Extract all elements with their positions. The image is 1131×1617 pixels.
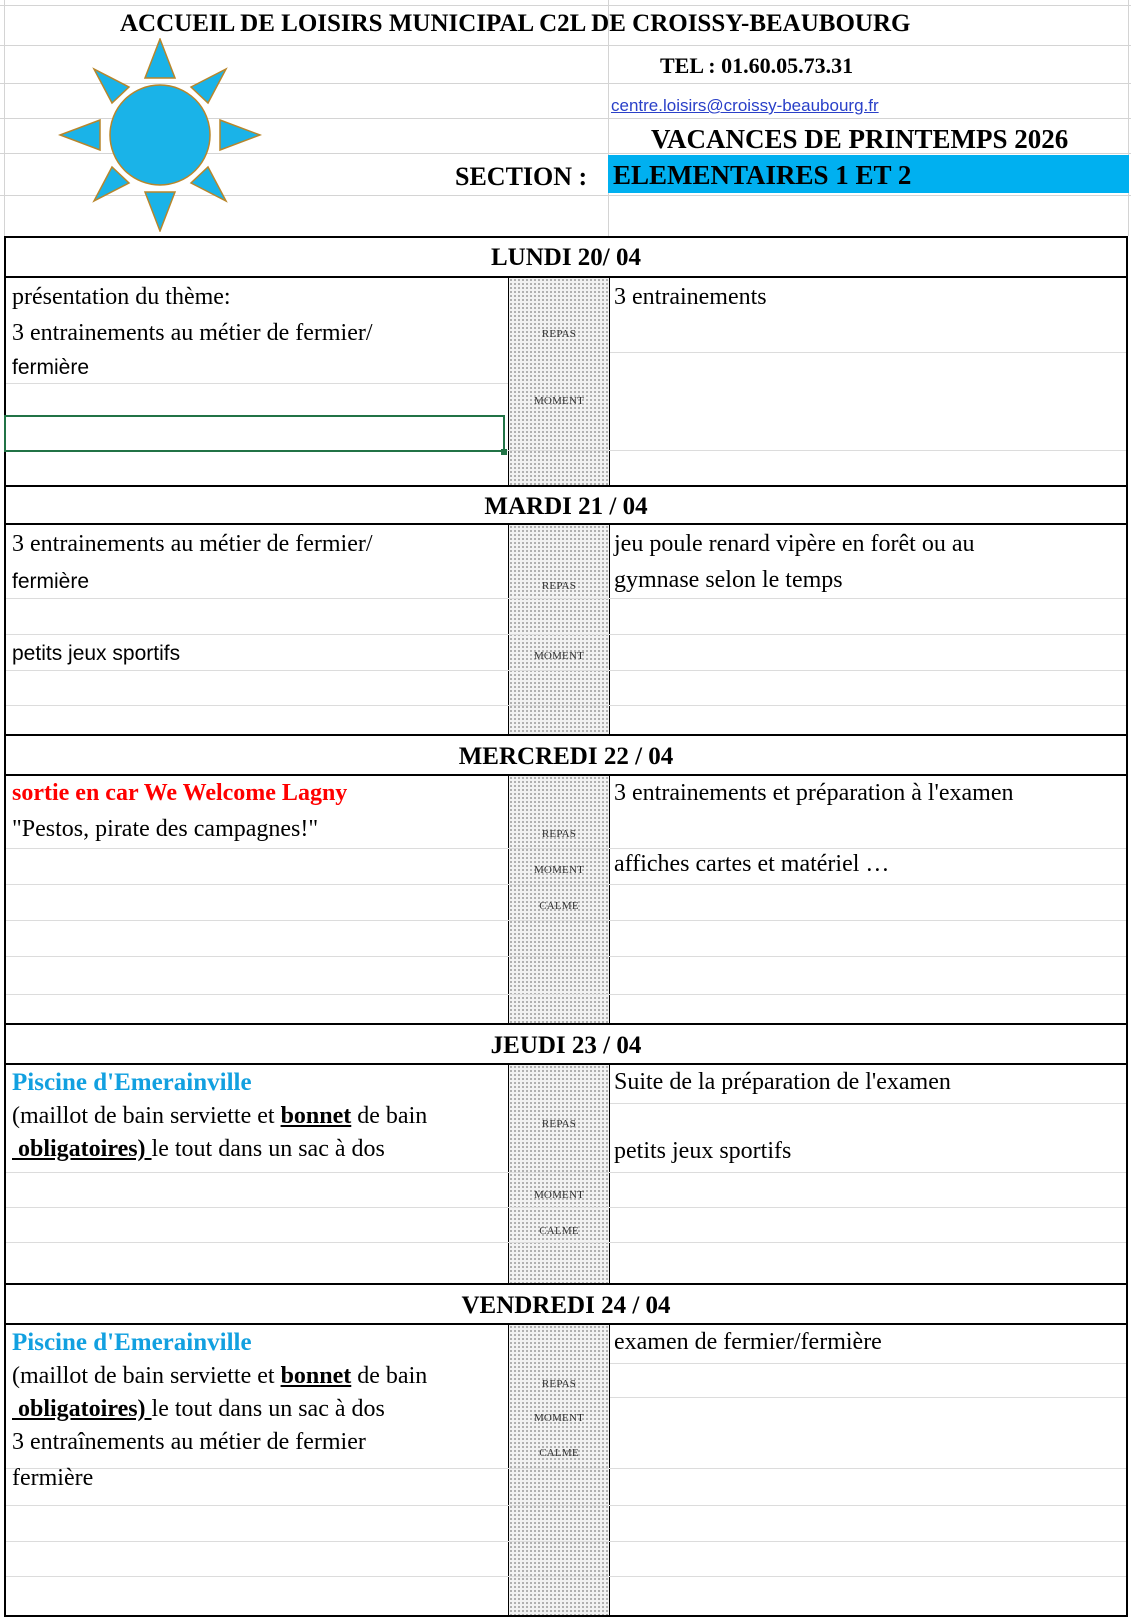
- gridline: [1128, 0, 1129, 236]
- moment-label: MOMENT: [533, 650, 585, 662]
- pool-title: Piscine d'Emerainville: [12, 1329, 252, 1356]
- gridline: [610, 1363, 1126, 1364]
- gridline: [6, 1541, 1126, 1542]
- day-title: LUNDI 20/ 04: [6, 238, 1126, 278]
- fill-handle[interactable]: [501, 449, 507, 455]
- activity-text: jeu poule renard vipère en forêt ou au: [614, 531, 975, 557]
- activity-text: petits jeux sportifs: [614, 1138, 792, 1164]
- selected-cell[interactable]: [4, 415, 505, 452]
- gridline: [6, 1576, 1126, 1577]
- activity-text: "Pestos, pirate des campagnes!": [12, 816, 319, 842]
- gridline: [610, 1103, 1126, 1104]
- gridline: [6, 1207, 1126, 1208]
- activity-text: affiches cartes et matériel …: [614, 851, 890, 877]
- outing-title: sortie en car We Welcome Lagny: [12, 780, 348, 806]
- gridline: [6, 1505, 1126, 1506]
- activity-text: (maillot de bain serviette et bonnet de bain: [12, 1103, 428, 1129]
- repas-label: REPAS: [541, 580, 577, 592]
- meal-break-column: [508, 525, 610, 734]
- meal-break-column: [508, 1325, 610, 1615]
- activity-text: 3 entraînements au métier de fermier: [12, 1429, 366, 1455]
- gridline: [6, 884, 1126, 885]
- gridline: [6, 956, 1126, 957]
- day-title: JEUDI 23 / 04: [6, 1025, 1126, 1065]
- gridline: [6, 383, 508, 384]
- activity-text: obligatoires) le tout dans un sac à dos: [12, 1136, 385, 1162]
- day-block-mercredi: [4, 734, 1128, 1025]
- calme-label: CALME: [539, 1447, 579, 1459]
- activity-text: obligatoires) le tout dans un sac à dos: [12, 1396, 385, 1422]
- gridline: [6, 1242, 1126, 1243]
- day-title: MERCREDI 22 / 04: [6, 736, 1126, 776]
- gridline: [610, 352, 1126, 353]
- repas-label: REPAS: [541, 1118, 577, 1130]
- activity-text: petits jeux sportifs: [12, 642, 181, 665]
- activity-text: fermière: [12, 570, 90, 593]
- gridline: [6, 994, 1126, 995]
- page-title: ACCUEIL DE LOISIRS MUNICIPAL C2L DE CROISSY-BEAUBOURG: [120, 10, 911, 37]
- day-title: MARDI 21 / 04: [6, 487, 1126, 525]
- gridline: [610, 1397, 1126, 1398]
- activity-text: fermière: [12, 1465, 94, 1491]
- repas-label: REPAS: [541, 1378, 577, 1390]
- activity-text: 3 entrainements au métier de fermier/: [12, 531, 373, 557]
- section-value: ELEMENTAIRES 1 ET 2: [613, 160, 912, 190]
- day-block-mardi: [4, 485, 1128, 736]
- gridline: [6, 1468, 1126, 1469]
- activity-text: examen de fermier/fermière: [614, 1329, 882, 1355]
- gridline: [4, 0, 5, 236]
- activity-text: 3 entrainements au métier de fermier/: [12, 320, 373, 346]
- moment-label: MOMENT: [533, 864, 585, 876]
- sun-icon: [58, 38, 262, 232]
- gridline: [6, 598, 1126, 599]
- gridline: [6, 920, 1126, 921]
- day-title: VENDREDI 24 / 04: [6, 1285, 1126, 1325]
- email-link[interactable]: centre.loisirs@croissy-beaubourg.fr: [611, 96, 879, 115]
- gridline: [6, 848, 1126, 849]
- meal-break-column: [508, 278, 610, 485]
- moment-label: MOMENT: [533, 1189, 585, 1201]
- gridline: [0, 5, 1131, 6]
- gridline: [6, 634, 1126, 635]
- repas-label: REPAS: [541, 328, 577, 340]
- pool-title: Piscine d'Emerainville: [12, 1069, 252, 1096]
- gridline: [6, 705, 1126, 706]
- meal-break-column: [508, 776, 610, 1023]
- day-block-vendredi: [4, 1283, 1128, 1617]
- period-title: VACANCES DE PRINTEMPS 2026: [651, 124, 1069, 154]
- moment-label: MOMENT: [533, 395, 585, 407]
- day-block-jeudi: [4, 1023, 1128, 1285]
- activity-text: 3 entrainements: [614, 284, 767, 310]
- calme-label: CALME: [539, 900, 579, 912]
- meal-break-column: [508, 1065, 610, 1283]
- activity-text: présentation du thème:: [12, 284, 231, 310]
- activity-text: Suite de la préparation de l'examen: [614, 1069, 951, 1095]
- activity-text: gymnase selon le temps: [614, 567, 843, 593]
- activity-text: fermière: [12, 356, 90, 379]
- gridline: [6, 1172, 1126, 1173]
- calme-label: CALME: [539, 1225, 579, 1237]
- phone-number: TEL : 01.60.05.73.31: [660, 53, 854, 78]
- section-label: SECTION :: [455, 162, 588, 191]
- gridline: [6, 670, 1126, 671]
- activity-text: 3 entrainements et préparation à l'examen: [614, 780, 1014, 806]
- activity-text: (maillot de bain serviette et bonnet de bain: [12, 1363, 428, 1389]
- moment-label: MOMENT: [533, 1412, 585, 1424]
- repas-label: REPAS: [541, 828, 577, 840]
